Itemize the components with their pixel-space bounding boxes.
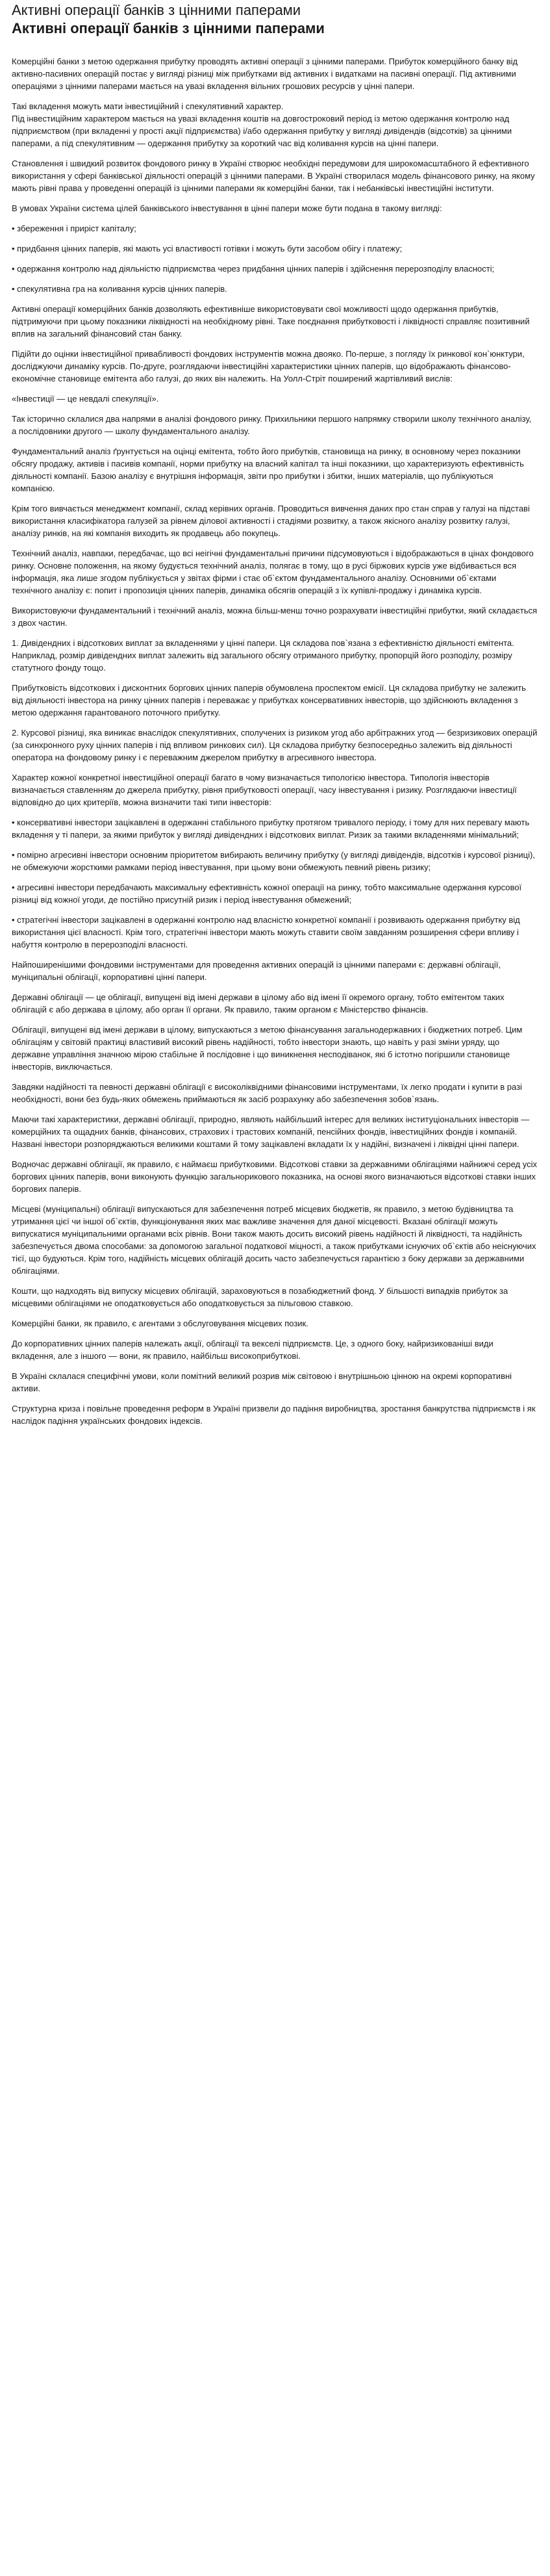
article-paragraph: Такі вкладення можуть мати інвестиційний і спекулятивний характер. Під інвестиційним характером мається на увазі вкладення коштів на довгостроковий період із метою одержання контролю над підприємством (при вкладенні у прості акції підприємства) і/або одержання прибутку у вигляді дивідендів (відсотків) за цінними паперами, а під спекулятивним — одержання прибутку за короткий час від коливання курсів на цінні папери.	[12, 101, 512, 148]
article-paragraph: До корпоративних цінних паперів належать акції, облігації та векселі підприємств. Це, з одного боку, найризикованіші види вкладення, але з іншого — вони, як правило, найбільш високоприбуткові.	[12, 1339, 494, 1361]
article-paragraph: Завдяки надійності та певності державні облігації є високоліквідними фінансовими інструментами, їх легко продати і купити в разі необхідності, вони без будь-яких обмежень приймаються як засіб розрахунку або забезпечення зобов`язань.	[12, 1082, 522, 1104]
article-paragraph: В Україні склалася специфічні умови, коли помітний великий розрив між світовою і внутрішньою цінною на окремі корпоративні активи.	[12, 1371, 512, 1393]
list-item: • агресивні інвестори передбачають максимальну ефективність кожної операції на ринку, тобто максимальне одержання курсової різниці від кожної угоди, де постійно присутній ризик і період інвестування обмежений;	[12, 882, 522, 905]
article-body	[12, 55, 538, 1427]
article-paragraph: Кошти, що надходять від випуску місцевих облігацій, зараховуються в позабюджетний фонд. У більшості випадків прибуток за місцевими облігаціями не оподатковується або оподатковується за пільговою ставкою.	[12, 1286, 508, 1308]
list-item: • спекулятивна гра на коливання курсів цінних паперів.	[12, 284, 227, 294]
article-paragraph: Підійти до оцінки інвестиційної привабливості фондових інструментів можна двояко. По-перше, з погляду їх ринкової кон`юнктури, досліджуючи динаміку курсів. По-друге, розглядаючи інвестиційні характеристики цінних паперів, що відображають фінансово-економічне становище емітента або галузі, до яких він належить. На Уолл-Стріт поширений жартівливий вислів:	[12, 349, 525, 383]
article-paragraph: 2. Курсової різниці, яка виникає внаслідок спекулятивних, сполучених із ризиком угод або арбітражних угод — безризикових операцій (за синхронного руху цінних паперів і під впливом ринкових сил). Ця складова прибутку безпосередньо залежить від діяльності оператора на фондовому ринку і є переважним джерелом прибутку в агресивного інвестора.	[12, 728, 538, 762]
list-item: • збереження і приріст капіталу;	[12, 224, 136, 233]
article-paragraph: Прибутковість відсоткових і дисконтних боргових цінних паперів обумовлена проспектом емісії. Ця складова прибутку не залежить від діяльності інвестора на ринку цінних паперів і переважає у прибутках консервативних інвесторів, що здійснюють вкладення з метою одержання гарантованого поточного прибутку.	[12, 683, 526, 717]
article-paragraph: Технічний аналіз, навпаки, передбачає, що всі неігічні фундаментальні причини підсумовуються і відображаються в цінах фондового ринку. Основне положення, на якому будується технічний аналіз, полягає в тому, що в русі біржових курсів уже відбивається вся інформація, яка лише згодом публікується у звітах фірми і стає об`єктом фундаментального аналізу. Основними об`єктами технічного аналізу є: попит і пропозиція цінних паперів, динаміка обсягів операцій з їх купівлі-продажу і динаміка курсів.	[12, 548, 534, 595]
list-item: • помірно агресивні інвестори основним пріоритетом вибирають величину прибутку (у вигляді дивідендів, відсотків і курсової різниці), не обмежуючи жорсткими рамками період інвестування, при цьому вони обмежують певний рівень ризику;	[12, 850, 535, 872]
article-paragraph: Структурна криза і повільне проведення реформ в Україні призвели до падіння виробництва, зростання банкрутства підприємств і як наслідок падіння українських фондових індексів.	[12, 1404, 536, 1426]
article-paragraph: Місцеві (муніципальні) облігації випускаються для забезпечення потреб місцевих бюджетів, як правило, з метою будівництва та утримання цієї чи іншої об`єктів, функціонування яких має важливе значення для даної місцевості. Вказані облігації можуть випускатися муніципальними органами всіх рівнів. Вони також мають досить високий рівень надійності й ліквідності, та надійність забезпечується двома способами: за допомогою загальної податкової міцності, а також прибутками існуючих об`єктів або неіснуючих тієї, що будуються. Крім того, надійність місцевих облігацій досить часто забезпечується гарантією з боку держави за державними облігаціями.	[12, 1204, 536, 1276]
article-paragraph: Облігації, випущені від імені держави в цілому, випускаються з метою фінансування загальнодержавних і бюджетних потреб. Цим облігаціям у світовій практиці властивий високий рівень надійності, тобто інвестори знають, що навіть у разі зміни уряду, що державне управління значною мірою стабільне й послідовне і що виникнення несподіванок, які б істотно погіршили становище інвесторів, виключається.	[12, 1025, 523, 1072]
article-paragraph: Державні облігації — це облігації, випущені від імені держави в цілому або від імені її окремого органу, тобто емітентом таких облігацій є або держава в цілому, або орган її органи. Як правило, таким органом є Міністерство фінансів.	[12, 992, 505, 1014]
article-paragraph: Становлення і швидкий розвиток фондового ринку в Україні створює необхідні передумови для широкомасштабного й ефективного використання у сфері банківської діяльності операцій з цінними паперами. В Україні створилася модель фінансового ринку, на якому мають рівні права у проведенні операцій із цінними паперами як комерційні банки, так і небанківські інвестиційні інститути.	[12, 159, 535, 193]
article-paragraph: Маючи такі характеристики, державні облігації, природно, являють найбільший інтерес для великих інституціональних інвесторів — комерційних та ощадних банків, фінансових, страхових і трастових компаній, пенсійних фондів, інвестиційних фондів і компаній. Названі інвестори розпоряджаються великими коштами й тому зацікавлені вкладати їх у надійні, визначені і ліквідні цінні папери.	[12, 1114, 530, 1149]
article-paragraph: Фундаментальний аналіз ґрунтується на оцінці емітента, тобто його прибутків, становища на ринку, в основному через показники обсягу продажу, активів і пасивів компанії, норми прибутку на власний капітал та інші показники, що характеризують ефективність діяльності компанії. Базою аналізу є внутрішня інформація, звіти про прибутки і збитки, інших матеріалів, що публікуються компанією.	[12, 446, 524, 493]
article-paragraph: 1. Дивідендних і відсоткових виплат за вкладеннями у цінні папери. Ця складова пов`язана з ефективністю діяльності емітента. Наприклад, розмір дивідендних виплат залежить від загального обсягу отриманого прибутку, пропорцій його розподілу, розміру статутного фонду тощо.	[12, 638, 514, 673]
article-paragraph: Активні операції комерційних банків дозволяють ефективніше використовувати свої можливості щодо одержання прибутків, підтримуючи при цьому показники ліквідності на необхідному рівні. Таке поєднання прибутковості і ліквідності справляє позитивний вплив на загальний фінансовий стан банку.	[12, 304, 530, 339]
list-item: • придбання цінних паперів, які мають усі властивості готівки і можуть бути засобом обігу і платежу;	[12, 244, 403, 253]
article-paragraph: Крім того вивчається менеджмент компанії, склад керівних органів. Проводиться вивчення даних про стан справ у галузі на підставі використання класифікатора галузей за рівнем ділової активності і стадіями розвитку, а також якісного аналізу розвитку галузі, аналізу ринків, на які компанія виходить як продавець або покупець.	[12, 504, 530, 538]
quote: «Інвестиції — це невдалі спекуляції».	[12, 394, 159, 404]
article-paragraph: Водночас державні облігації, як правило, є наймаєш прибутковими. Відсоткові ставки за державними облігаціями найнижчі серед усіх боргових цінних паперів, вони виконують функцію загальнорикового показника, на основі якого визначаються відсоткові ставки інших боргових паперів.	[12, 1159, 537, 1194]
article-paragraph: В умовах України система цілей банківського інвестування в цінні папери може бути подана в такому вигляді:	[12, 203, 442, 213]
article-paragraph: Найпоширенішими фондовими інструментами для проведення активних операцій із цінними паперами є: державні облігації, муніципальні облігації, корпоративні цінні папери.	[12, 960, 501, 982]
page-title: Активні операції банків з цінними паперами	[12, 2, 301, 18]
list-item: • консервативні інвестори зацікавлені в одержанні стабільного прибутку протягом тривалого періоду, і тому для них перевагу мають вкладення у ті папери, за якими прибуток у вигляді дивідендних і відсоткових виплат. Ризик за такими вкладеннями мінімальний;	[12, 818, 530, 840]
article-heading: Активні операції банків з цінними паперами	[12, 20, 325, 36]
article-paragraph: Комерційні банки, як правило, є агентами з обслуговування місцевих позик.	[12, 1319, 308, 1328]
list-item: • одержання контролю над діяльністю підприємства через придбання цінних паперів і здійснення перерозподілу власності;	[12, 264, 495, 274]
article-paragraph: Характер кожної конкретної інвестиційної операції багато в чому визначається типологією інвестора. Типологія інвесторів визначається ставленням до джерела прибутку, рівня прибутковості операції, часу інвестування і ризику. Розглядаючи інвестиції відповідно до цих критеріїв, можна визначити такі типи інвесторів:	[12, 773, 517, 807]
article-paragraph: Так історично склалися два напрями в аналізі фондового ринку. Прихильники першого напрямку створили школу технічного аналізу, а послідовники другого — школу фундаментального аналізу.	[12, 414, 532, 436]
article-paragraph: Використовуючи фундаментальний і технічний аналіз, можна більш-менш точно розрахувати інвестиційні прибутки, який складається з двох частин.	[12, 606, 538, 628]
article-paragraph: Комерційні банки з метою одержання прибутку проводять активні операції з цінними паперами. Прибуток комерційного банку від активно-пасивних операцій постає у вигляді різниці між прибутками від активних і видатками на пасивні операції. Під активними операціями з цінними паперами мається на увазі вкладення вільних грошових ресурсів у цінні папери.	[12, 57, 518, 91]
list-item: • стратегічні інвестори зацікавлені в одержанні контролю над власністю конкретної компанії і розвивають одержання прибутку від використання цієї власності. Крім того, стратегічні інвестори мають можуть ставити своїм завданням розширення сфери впливу і набуття контролю в перерозподілі власності.	[12, 915, 520, 949]
